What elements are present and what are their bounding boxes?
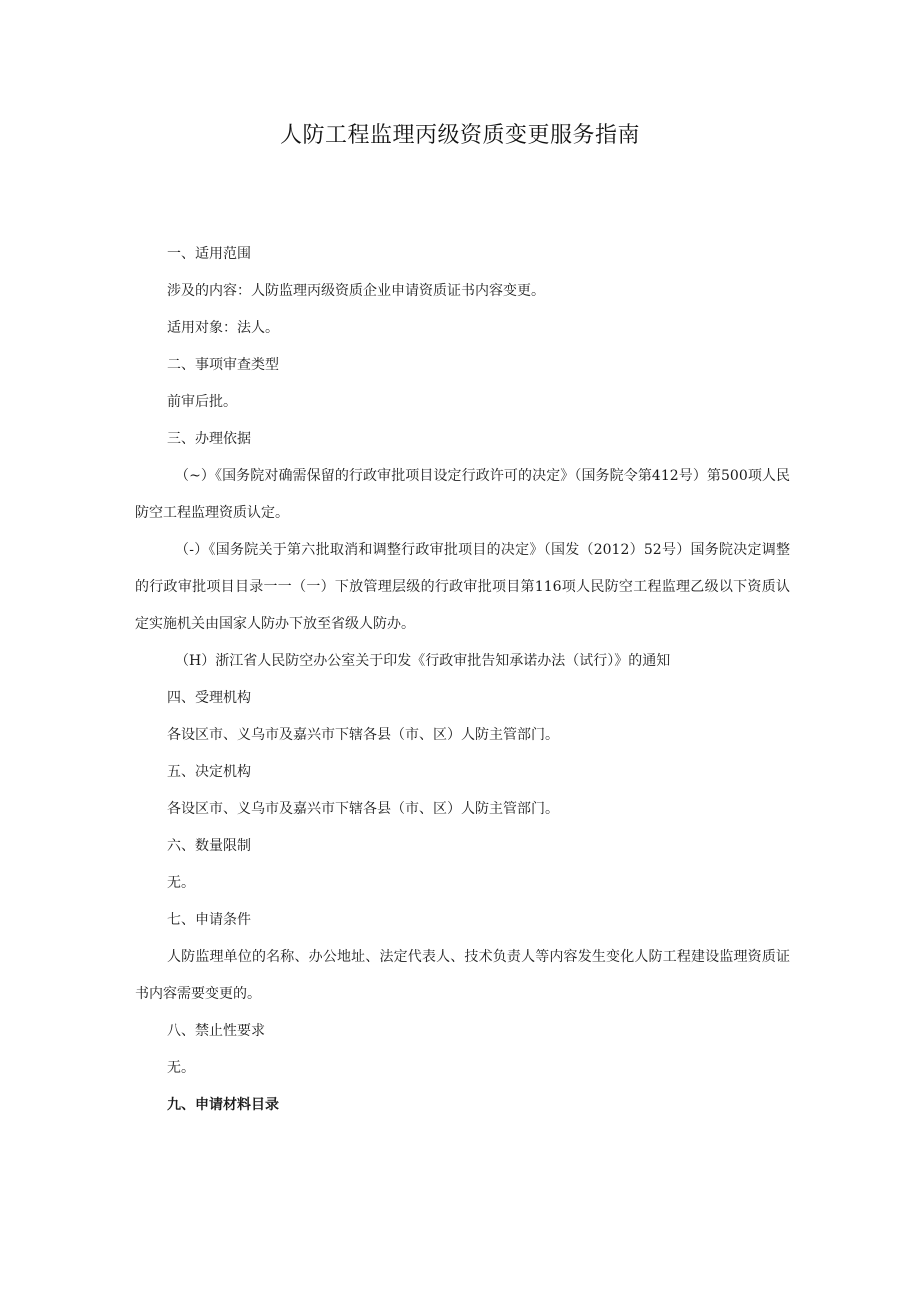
- scope-target-paragraph: 适用对象：法人。: [167, 320, 279, 336]
- accepting-agency-paragraph: 各设区市、义乌市及嘉兴市下辖各县（市、区）人防主管部门。: [167, 727, 559, 743]
- quantity-limit-paragraph: 无。: [167, 875, 195, 891]
- basis-paragraph-2: （-）《国务院关于第六批取消和调整行政审批项目的决定》（国发（2012）52号）国务院决定调整的行政审批项目目录一一（一）下放管理层级的行政审批项目第116项人民防空工程监理乙级以下资质认定实施机关由国家人防办下放至省级人防办。: [135, 542, 790, 632]
- scope-content-paragraph: 涉及的内容：人防监理丙级资质企业申请资质证书内容变更。: [167, 283, 545, 299]
- prohibitions-paragraph: 无。: [167, 1060, 195, 1076]
- section-heading-quantity-limit: 六、数量限制: [167, 838, 251, 854]
- document-body: [135, 236, 790, 1124]
- section-heading-scope: 一、适用范围: [167, 246, 251, 262]
- document-title: 人防工程监理丙级资质变更服务指南: [279, 123, 640, 148]
- review-type-paragraph: 前审后批。: [167, 394, 237, 410]
- basis-paragraph-3: （H）浙江省人民防空办公室关于印发《行政审批告知承诺办法（试行）》的通知: [175, 653, 671, 669]
- section-heading-prohibitions: 八、禁止性要求: [167, 1023, 265, 1039]
- section-heading-deciding-agency: 五、决定机构: [167, 764, 251, 780]
- conditions-paragraph: 人防监理单位的名称、办公地址、法定代表人、技术负责人等内容发生变化人防工程建设监理资质证书内容需要变更的。: [135, 949, 790, 1002]
- deciding-agency-paragraph: 各设区市、义乌市及嘉兴市下辖各县（市、区）人防主管部门。: [167, 801, 559, 817]
- section-heading-review-type: 二、事项审查类型: [167, 357, 279, 373]
- section-heading-conditions: 七、申请条件: [167, 912, 251, 928]
- section-heading-accepting-agency: 四、受理机构: [167, 690, 251, 706]
- section-heading-materials: 九、申请材料目录: [167, 1097, 279, 1113]
- basis-paragraph-1: （~）《国务院对确需保留的行政审批项目设定行政许可的决定》（国务院令第412号）第500项人民防空工程监理资质认定。: [135, 468, 790, 521]
- section-heading-basis: 三、办理依据: [167, 431, 251, 447]
